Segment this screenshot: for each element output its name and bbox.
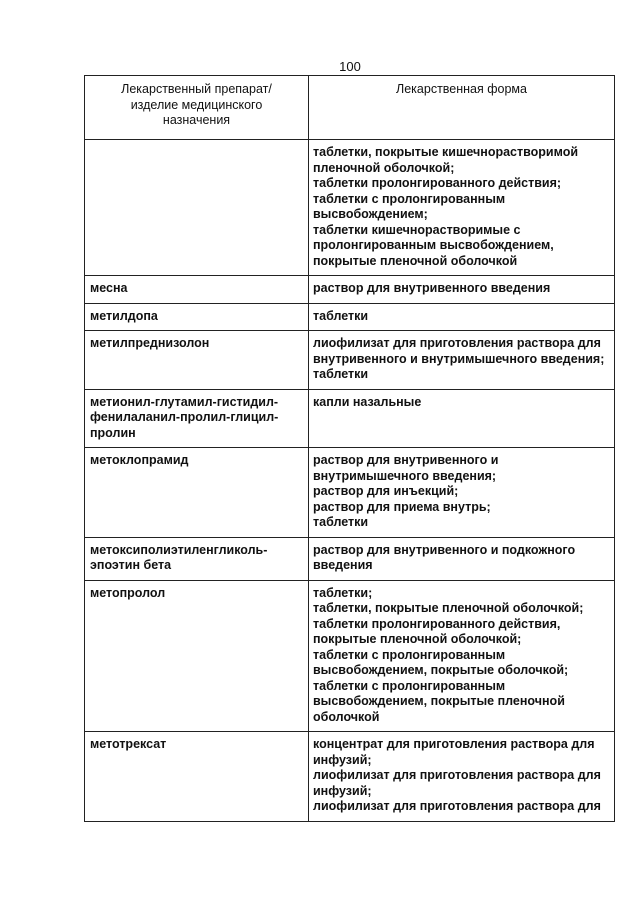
header-dosage-form (309, 76, 615, 140)
dosage-form-line: высвобождением; (313, 207, 428, 221)
header-line: Лекарственная форма (396, 82, 527, 96)
drug-name-cell (85, 331, 309, 390)
header-line: назначения (162, 113, 231, 127)
dosage-form-line: раствор для внутривенного и подкожного (313, 542, 576, 557)
table-row (85, 389, 615, 448)
dosage-form-line: пролонгированным высвобождением, (313, 238, 554, 252)
table-row (85, 276, 615, 304)
dosage-form-line: раствор для приема внутрь; (313, 499, 491, 514)
dosage-form-cell (309, 276, 615, 304)
header-line: изделие медицинского (130, 97, 263, 112)
drug-name-line: метоклопрамид (90, 453, 189, 467)
drug-name-line: метоксиполиэтиленгликоль- (90, 542, 268, 557)
dosage-form-line: раствор для внутривенного введения (313, 281, 551, 295)
dosage-form-cell (309, 537, 615, 580)
dosage-form-line: внутримышечного введения; (313, 468, 497, 483)
dosage-form-line: инфузий; (313, 752, 372, 767)
dosage-form-line: оболочкой (313, 709, 380, 724)
dosage-form-line: высвобождением, покрытые оболочкой; (313, 663, 569, 677)
dosage-form-line: таблетки с пролонгированным (313, 647, 506, 662)
dosage-form-line: таблетки пролонгированного действия, (313, 616, 561, 631)
dosage-form-line: введения (313, 558, 373, 572)
drug-name-cell (85, 140, 309, 276)
dosage-form-line: лиофилизат для приготовления раствора для (313, 336, 601, 350)
dosage-form-cell (309, 331, 615, 390)
dosage-form-line: пленочной оболочкой; (313, 160, 455, 175)
dosage-form-line: капли назальные (313, 394, 422, 409)
dosage-form-line: концентрат для приготовления раствора для (313, 737, 595, 751)
table-header-row (85, 76, 615, 140)
dosage-form-line: таблетки кишечнорастворимые с (313, 222, 521, 237)
drug-name-cell (85, 732, 309, 822)
dosage-form-line: таблетки с пролонгированным (313, 678, 506, 693)
drug-name-cell (85, 389, 309, 448)
drug-name-line: эпоэтин бета (90, 558, 172, 572)
drug-name-cell (85, 537, 309, 580)
dosage-form-line: таблетки (313, 515, 369, 529)
dosage-form-cell (309, 389, 615, 448)
table-row (85, 732, 615, 822)
dosage-form-line: раствор для инъекций; (313, 484, 459, 498)
dosage-form-line: таблетки, покрытые кишечнорастворимой (313, 145, 579, 159)
dosage-form-cell (309, 732, 615, 822)
drug-name-line: месна (90, 281, 128, 295)
dosage-form-line: инфузий; (313, 783, 372, 798)
header-drug-name (85, 76, 309, 140)
table-row (85, 303, 615, 331)
drug-name-cell (85, 580, 309, 732)
dosage-form-line: таблетки пролонгированного действия; (313, 176, 562, 190)
dosage-form-line: таблетки с пролонгированным (313, 191, 506, 206)
table-row (85, 580, 615, 732)
drug-name-cell (85, 448, 309, 538)
dosage-form-cell (309, 303, 615, 331)
drug-table (84, 75, 615, 822)
dosage-form-line: таблетки (313, 308, 369, 323)
dosage-form-line: покрытые пленочной оболочкой; (313, 632, 522, 646)
drug-name-line: фенилаланил-пролил-глицил- (90, 410, 279, 424)
dosage-form-cell (309, 580, 615, 732)
dosage-form-line: лиофилизат для приготовления раствора для (313, 768, 601, 782)
drug-name-line: пролин (90, 425, 136, 440)
dosage-form-line: внутривенного и внутримышечного введения; (313, 351, 605, 366)
drug-name-cell (85, 276, 309, 304)
drug-name-line: метилдопа (90, 308, 158, 323)
drug-name-line: метионил-глутамил-гистидил- (90, 394, 279, 409)
drug-name-cell (85, 303, 309, 331)
table-row (85, 537, 615, 580)
drug-name-line: метотрексат (90, 737, 167, 751)
table-row (85, 140, 615, 276)
dosage-form-line: таблетки; (313, 585, 373, 600)
dosage-form-cell (309, 448, 615, 538)
dosage-form-line: таблетки (313, 367, 369, 381)
table-row (85, 331, 615, 390)
dosage-form-line: высвобождением, покрытые пленочной (313, 694, 565, 708)
dosage-form-line: покрытые пленочной оболочкой (313, 253, 518, 268)
dosage-form-line: раствор для внутривенного и (313, 453, 499, 467)
header-line: Лекарственный препарат/ (121, 82, 272, 96)
dosage-form-line: лиофилизат для приготовления раствора для (313, 799, 601, 813)
dosage-form-line: таблетки, покрытые пленочной оболочкой; (313, 601, 584, 615)
dosage-form-cell (309, 140, 615, 276)
drug-name-line: метилпреднизолон (90, 336, 210, 350)
table-row (85, 448, 615, 538)
drug-name-line: метопролол (90, 585, 166, 600)
page-number: 100 (339, 59, 361, 74)
